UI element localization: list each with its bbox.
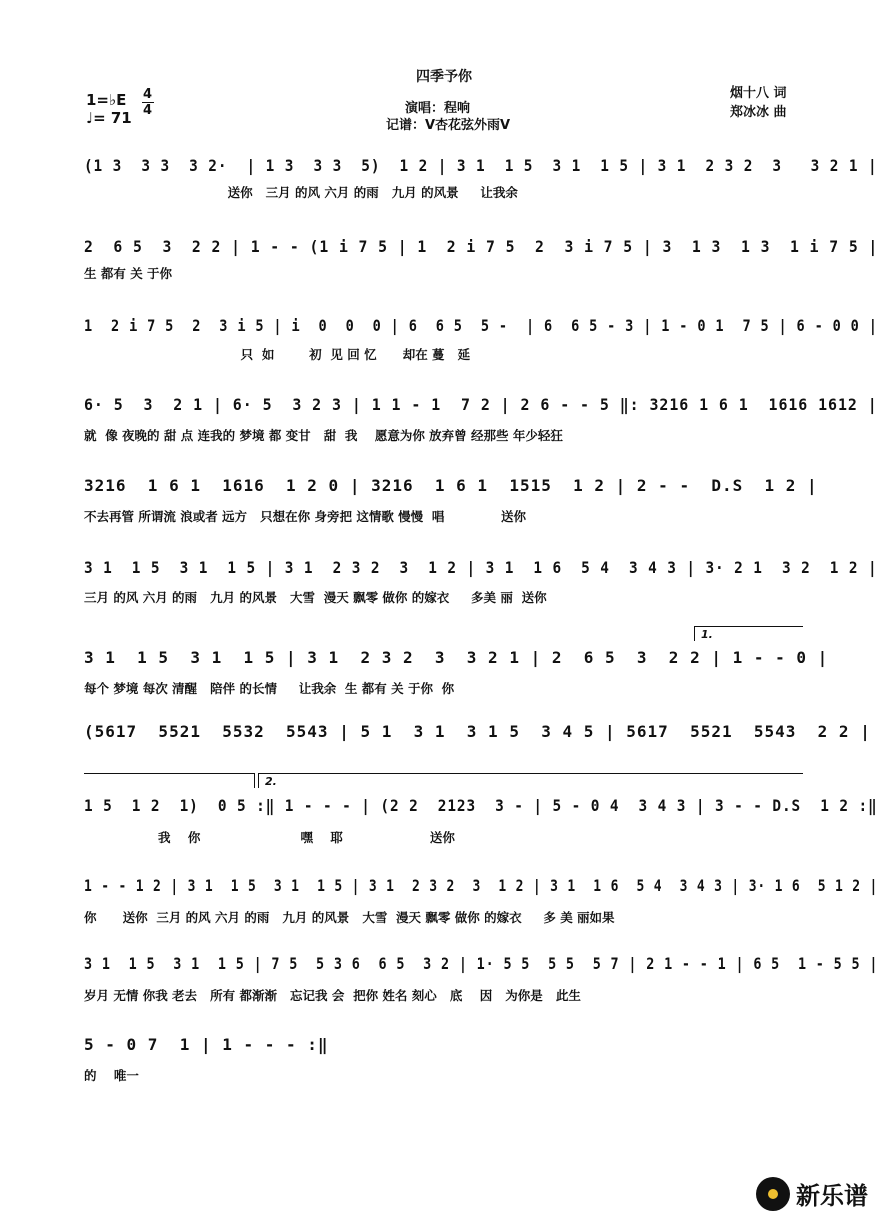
composer-credit: 郑冰冰 曲 (730, 105, 787, 120)
volta-number-first: 1. (701, 628, 713, 641)
notation-row-2: 2 6 5 3 2 2 | 1 - - (1 i 7 5 | 1 2 i 7 5 2 3 i 7 5 | 3 1 3 1 3 1 i 7 5 | (84, 237, 879, 256)
volta-bracket-second (258, 773, 803, 788)
notation-row-12: 5 - 0 7 1 | 1 - - - :‖ (84, 1035, 329, 1054)
lyrics-row-2: 生 都有 关 于你 (84, 266, 173, 281)
singer-credit: 演唱：程响 (405, 101, 471, 116)
key-signature: 1=♭E (86, 91, 127, 109)
lyrics-row-4: 就 像 夜晚的 甜 点 连我的 梦境 都 变甘 甜 我 愿意为你 放弃曾 经那些 年少轻狂 (84, 428, 563, 443)
record-disc-icon (756, 1177, 790, 1211)
time-signature-bottom: 4 (143, 103, 153, 118)
lyrics-row-10: 你 送你 三月 的风 六月 的雨 九月 的风景 大雪 漫天 飘零 做你 的嫁衣 多 美 丽如果 (84, 910, 615, 925)
notation-row-1: (1 3 3 3 3 2· | 1 3 3 3 5) 1 2 | 3 1 1 5 3 1 1 5 | 3 1 2 3 2 3 3 2 1 | (84, 156, 878, 175)
notation-row-4: 6· 5 3 2 1 | 6· 5 3 2 3 | 1 1 - 1 7 2 | 2 6 - - 5 ‖: 3216 1 6 1 1616 1612 | (84, 395, 878, 414)
logo-text: 新乐谱 (796, 1182, 868, 1210)
time-signature-top: 4 (143, 87, 153, 102)
lyrics-row-6: 三月 的风 六月 的雨 九月 的风景 大雪 漫天 飘零 做你 的嫁衣 多美 丽 送你 (84, 590, 547, 605)
notation-row-7: 3 1 1 5 3 1 1 5 | 3 1 2 3 2 3 3 2 1 | 2 6 5 3 2 2 | 1 - - 0 | (84, 648, 829, 667)
volta-bracket-first-end (84, 773, 255, 788)
lyrics-row-3: 只 如 初 见 回 忆 却在 蔓 延 (84, 347, 471, 362)
lyrics-row-7: 每个 梦境 每次 清醒 陪伴 的长情 让我余 生 都有 关 于你 你 (84, 681, 455, 696)
notation-row-6: 3 1 1 5 3 1 1 5 | 3 1 2 3 2 3 1 2 | 3 1 1 6 5 4 3 4 3 | 3· 2 1 3 2 1 2 | (84, 558, 878, 577)
transcriber-credit: 记谱：V杏花弦外雨V (386, 118, 511, 133)
lyrics-row-11: 岁月 无情 你我 老去 所有 都渐渐 忘记我 会 把你 姓名 刻心 底 因 为你是 此生 (84, 988, 581, 1003)
notation-row-11: 3 1 1 5 3 1 1 5 | 7 5 5 3 6 6 5 3 2 | 1· 5 5 5 5 5 7 | 2 1 - - 1 | 6 5 1 - 5 5 | (84, 954, 879, 973)
lyricist-credit: 烟十八 词 (730, 86, 787, 101)
lyrics-row-12: 的 唯一 (84, 1068, 139, 1083)
notation-row-9: 1 5 1 2 1) 0 5 :‖ 1 - - - | (2 2 2123 3 - | 5 - 0 4 3 4 3 | 3 - - D.S 1 2 :‖ (84, 796, 878, 815)
notation-row-3: 1 2 i 7 5 2 3 i 5 | i 0 0 0 | 6 6 5 5 - | 6 6 5 - 3 | 1 - 0 1 7 5 | 6 - 0 0 | (84, 316, 878, 335)
notation-row-8: (5617 5521 5532 5543 | 5 1 3 1 3 1 5 3 4 5 | 5617 5521 5543 2 2 | (84, 722, 871, 741)
notation-row-5: 3216 1 6 1 1616 1 2 0 | 3216 1 6 1 1515 1 2 | 2 - - D.S 1 2 | (84, 476, 818, 495)
notation-row-10: 1 - - 1 2 | 3 1 1 5 3 1 1 5 | 3 1 2 3 2 3 1 2 | 3 1 1 6 5 4 3 4 3 | 3· 1 6 5 1 2 | (84, 876, 879, 895)
lyrics-row-1: 送你 三月 的风 六月 的雨 九月 的风景 让我余 (84, 185, 518, 200)
lyrics-row-5: 不去再管 所谓流 浪或者 远方 只想在你 身旁把 这情歌 慢慢 唱 送你 (84, 509, 526, 524)
lyrics-row-9: 我 你 嘿 耶 送你 (84, 830, 455, 845)
song-title: 四季予你 (416, 69, 472, 85)
volta-number-second: 2. (265, 775, 277, 788)
brand-logo (756, 1176, 868, 1211)
tempo-marking: ♩= 71 (86, 109, 132, 127)
